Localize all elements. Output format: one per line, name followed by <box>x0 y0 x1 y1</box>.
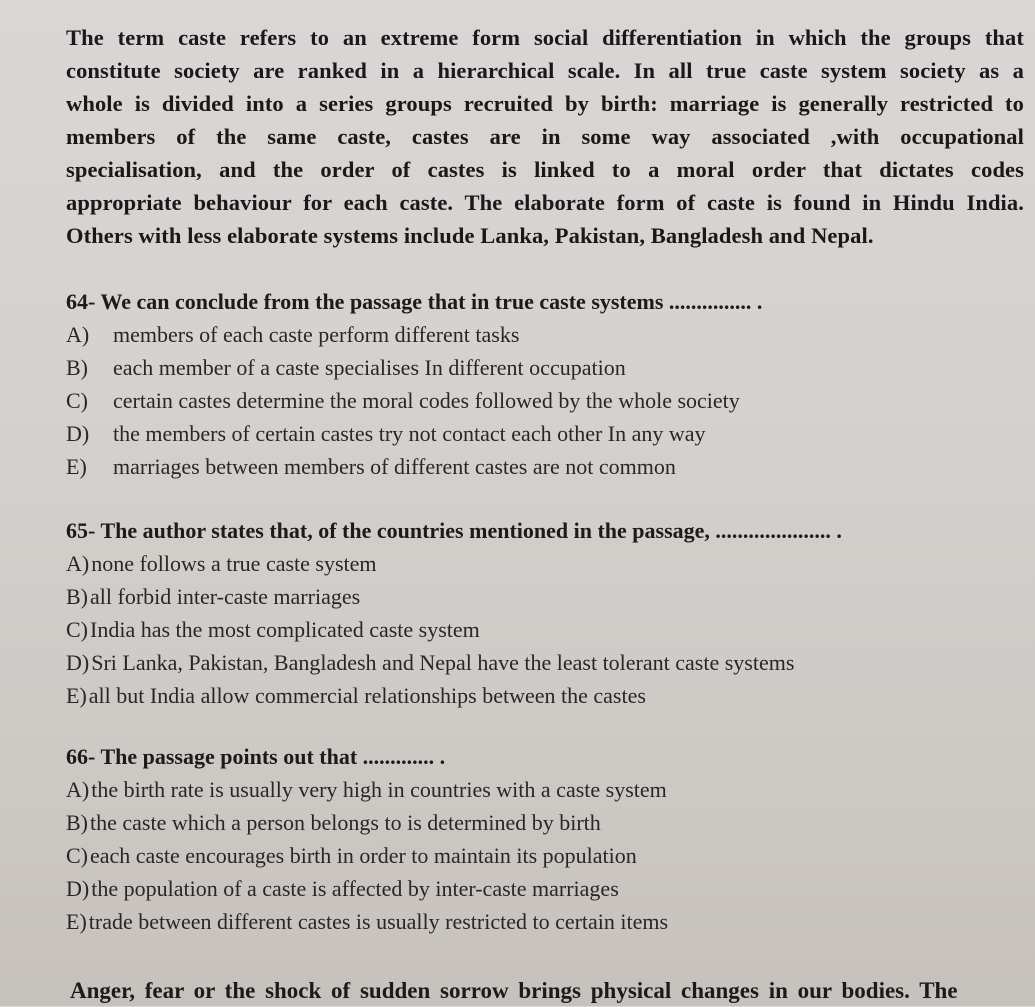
passage-line: The term caste refers to an extreme form social differentiation in which the groups that <box>66 25 1024 50</box>
question-stem <box>66 285 996 318</box>
option-text: all forbid inter-caste marriages <box>90 584 361 609</box>
option-a[interactable] <box>66 773 996 806</box>
option-letter: C) <box>66 617 88 642</box>
question-text: We can conclude from the passage that in true caste systems ............... . <box>100 289 763 314</box>
option-text: the caste which a person belongs to is determined by birth <box>90 810 601 835</box>
option-a[interactable] <box>66 547 996 580</box>
question-stem <box>66 740 996 773</box>
option-e[interactable] <box>66 905 996 938</box>
option-d[interactable] <box>66 417 996 450</box>
option-text: marriages between members of different castes are not common <box>113 454 676 479</box>
option-letter: E) <box>66 683 87 708</box>
answer-options <box>66 773 996 938</box>
option-e[interactable] <box>66 679 996 712</box>
option-text: each caste encourages birth in order to maintain its population <box>90 843 637 868</box>
option-text: India has the most complicated caste system <box>90 617 480 642</box>
option-letter: E) <box>66 454 87 479</box>
option-text: each member of a caste specialises In different occupation <box>113 355 626 380</box>
option-text: trade between different castes is usually restricted to certain items <box>88 909 669 934</box>
option-text: members of each caste perform different tasks <box>113 322 520 347</box>
answer-options <box>66 547 996 712</box>
option-text: the population of a caste is affected by inter-caste marriages <box>91 876 619 901</box>
question-number: 66- <box>66 744 96 769</box>
option-d[interactable] <box>66 872 996 905</box>
question-65 <box>66 514 996 712</box>
option-c[interactable] <box>66 613 996 646</box>
question-text: The author states that, of the countries mentioned in the passage, ..................... . <box>100 518 842 543</box>
passage-line: constitute society are ranked in a hierarchical scale. In all true caste system society as a <box>66 58 1024 83</box>
option-c[interactable] <box>66 384 996 417</box>
option-text: Sri Lanka, Pakistan, Bangladesh and Nepal have the least tolerant caste systems <box>91 650 795 675</box>
passage-line: Others with less elaborate systems include Lanka, Pakistan, Bangladesh and Nepal. <box>66 223 874 248</box>
option-letter: A) <box>66 777 90 802</box>
reading-passage <box>66 21 1024 252</box>
answer-options <box>66 318 996 483</box>
question-number: 65- <box>66 518 96 543</box>
option-letter: B) <box>66 355 88 380</box>
option-a[interactable] <box>66 318 996 351</box>
option-letter: A) <box>66 322 90 347</box>
option-letter: D) <box>66 421 90 446</box>
passage-line: members of the same caste, castes are in some way associated ,with occupational <box>66 124 1024 149</box>
option-e[interactable] <box>66 450 996 483</box>
option-text: none follows a true caste system <box>91 551 377 576</box>
question-66 <box>66 740 996 938</box>
question-number: 64- <box>66 289 96 314</box>
option-text: certain castes determine the moral codes followed by the whole society <box>113 388 740 413</box>
option-letter: C) <box>66 843 88 868</box>
option-b[interactable] <box>66 806 996 839</box>
passage-line: specialisation, and the order of castes is linked to a moral order that dictates codes <box>66 157 1024 182</box>
question-64 <box>66 285 996 483</box>
option-letter: B) <box>66 584 88 609</box>
next-passage-first-line: Anger, fear or the shock of sudden sorrow brings physical changes in our bodies. The <box>70 978 958 1003</box>
passage-line: whole is divided into a series groups recruited by birth: marriage is generally restricted to <box>66 91 1024 116</box>
option-c[interactable] <box>66 839 996 872</box>
option-letter: B) <box>66 810 88 835</box>
option-letter: E) <box>66 909 87 934</box>
question-text: The passage points out that ............. . <box>100 744 446 769</box>
option-b[interactable] <box>66 580 996 613</box>
option-text: the members of certain castes try not contact each other In any way <box>113 421 706 446</box>
question-stem <box>66 514 996 547</box>
option-letter: C) <box>66 388 88 413</box>
option-b[interactable] <box>66 351 996 384</box>
option-letter: D) <box>66 650 90 675</box>
option-text: all but India allow commercial relationships between the castes <box>88 683 646 708</box>
option-text: the birth rate is usually very high in countries with a caste system <box>91 777 667 802</box>
option-letter: D) <box>66 876 90 901</box>
passage-line: appropriate behaviour for each caste. The elaborate form of caste is found in Hindu India. <box>66 190 1024 215</box>
option-d[interactable] <box>66 646 996 679</box>
option-letter: A) <box>66 551 90 576</box>
